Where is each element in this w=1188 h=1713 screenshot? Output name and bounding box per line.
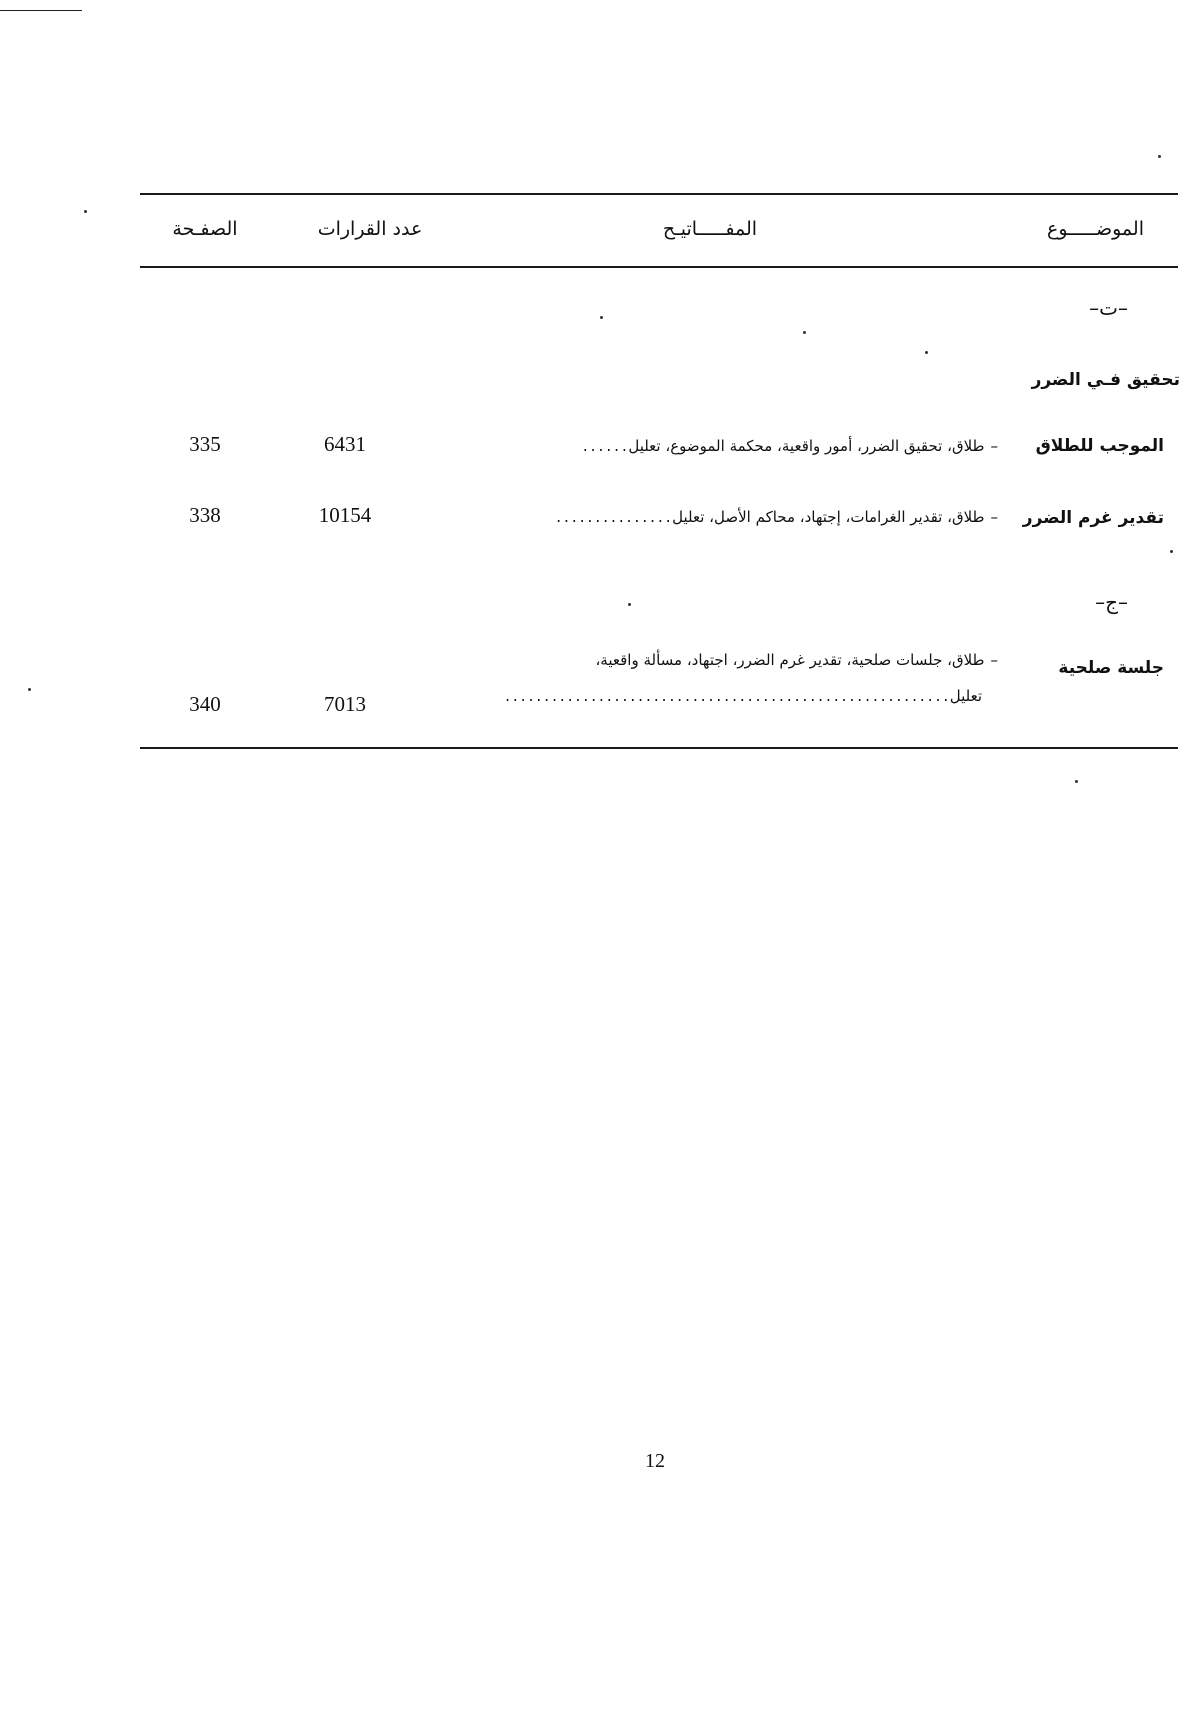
row-keywords — [448, 499, 998, 537]
keywords-line-1 — [448, 642, 998, 678]
keywords-dash: – — [990, 508, 998, 526]
section-letter: –ج– — [1095, 590, 1128, 614]
row-page: 338 — [189, 503, 221, 527]
header-subject: الموضـــــوع — [1047, 218, 1144, 240]
keywords-text: طلاق، جلسات صلحية، تقدير غرم الضرر، اجتهاد، مسألة واقعية، — [595, 651, 985, 669]
scan-speck — [628, 603, 631, 606]
scan-speck — [1075, 780, 1078, 783]
table-top-rule — [140, 193, 1178, 195]
top-corner-line — [0, 10, 82, 11]
scan-speck — [28, 688, 31, 691]
row-count: 7013 — [324, 692, 366, 716]
section-letter: –ت– — [1089, 296, 1128, 320]
dot-leader: ...... — [581, 440, 629, 455]
row-subject: الموجب للطلاق — [1035, 436, 1164, 456]
dot-leader: ......................................................... — [503, 690, 950, 705]
row-keywords — [448, 642, 998, 716]
scan-speck — [803, 331, 806, 334]
row-count: 6431 — [324, 432, 366, 456]
table-bottom-rule — [140, 747, 1178, 749]
header-page: الصفـحة — [172, 218, 238, 240]
scan-speck — [925, 351, 928, 354]
table-header-rule — [140, 266, 1178, 268]
group-title: تحقيق فـي الضرر — [1031, 370, 1180, 390]
keywords-line-2 — [448, 678, 998, 716]
scan-speck — [1170, 550, 1173, 553]
keywords-text: طلاق، تقدير الغرامات، إجتهاد، محاكم الأصل، تعليل — [672, 508, 985, 526]
scan-speck — [1158, 155, 1161, 158]
header-keywords: المفـــــاتيـح — [662, 218, 758, 240]
header-count: عدد القرارات — [317, 218, 423, 240]
page-number: 12 — [645, 1450, 665, 1472]
dot-leader: ............... — [554, 511, 673, 526]
keywords-dash: – — [990, 651, 998, 669]
keywords-dash: – — [990, 437, 998, 455]
row-page: 335 — [189, 432, 221, 456]
row-subject: جلسة صلحية — [1058, 658, 1164, 678]
scan-speck — [600, 316, 603, 319]
keywords-text: طلاق، تحقيق الضرر، أمور واقعية، محكمة الموضوع، تعليل — [628, 437, 985, 455]
scan-speck — [84, 210, 87, 213]
row-count: 10154 — [318, 503, 372, 527]
row-page: 340 — [189, 692, 221, 716]
row-keywords — [448, 428, 998, 466]
keywords-text-line-2: تعليل — [949, 687, 982, 705]
row-subject: تقدير غرم الضرر — [1022, 508, 1164, 528]
